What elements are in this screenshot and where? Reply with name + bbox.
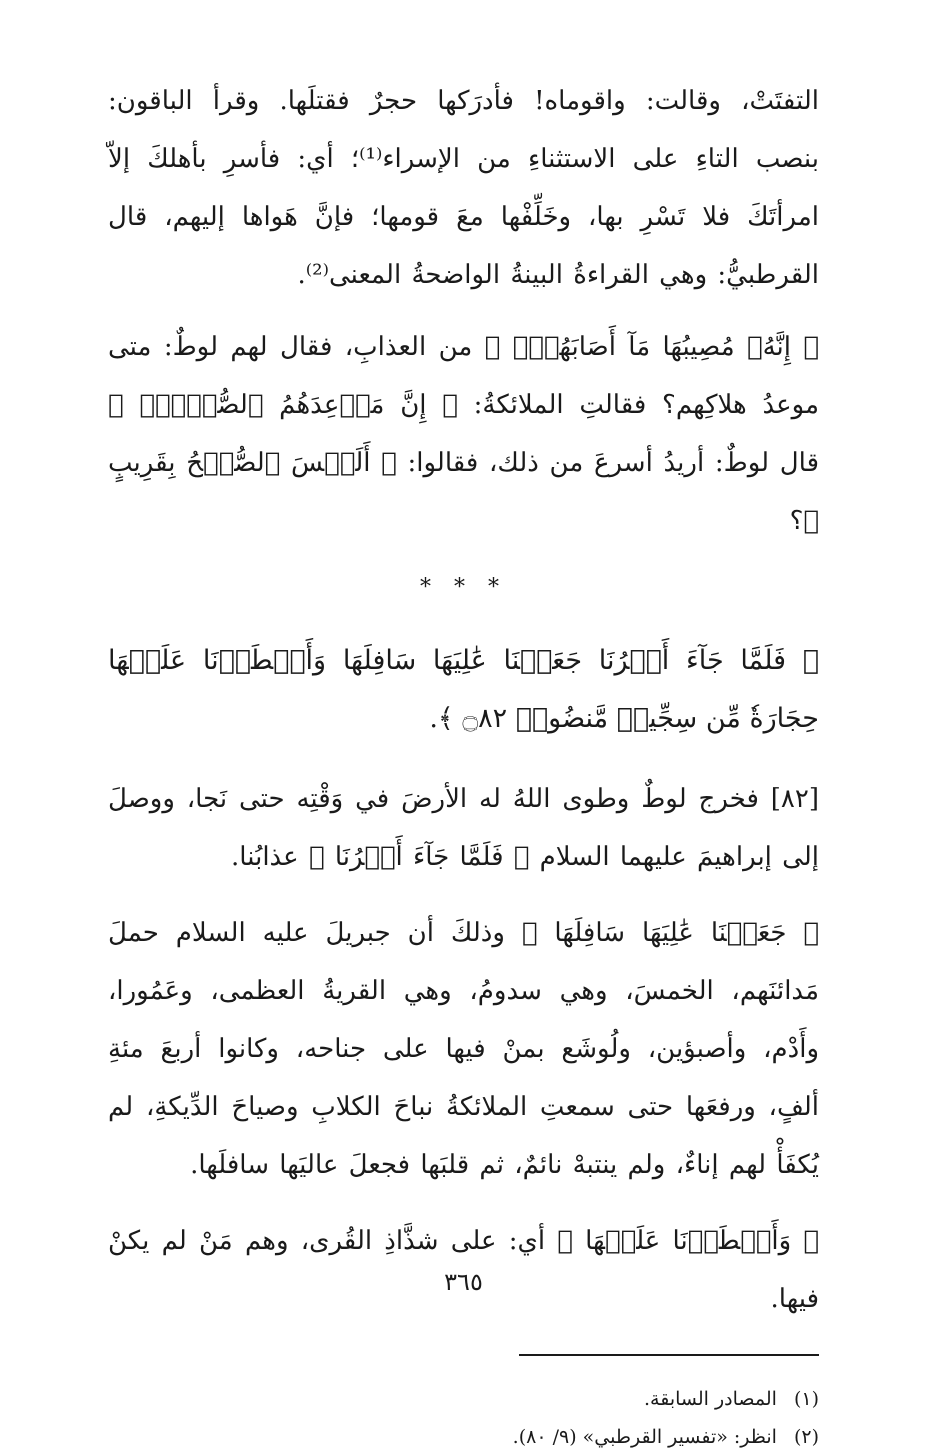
commentary-82: [٨٢] فخرج لوطٌ وطوى اللهُ له الأرضَ في وَقْتِه حتى نَجا، ووصلَ إلى إبراهيمَ عليهما السلام ﴿ فَلَمَّا جَآءَ أَمۡرُنَا ﴾ عذابُنا. bbox=[108, 784, 819, 872]
paragraph-angels-dialogue: ﴿ إِنَّهُۥ مُصِيبُهَا مَآ أَصَابَهُمۡۚ ﴾ من العذابِ، فقال لهم لوطٌ: متى موعدُ هلاكِهم؟ فقالتِ الملائكةُ: ﴿ إِنَّ مَوۡعِدَهُمُ ٱلصُّبۡحُۚ ﴾ قال لوطٌ: أريدُ أسرعَ من ذلك، فقالوا: ﴿ أَلَيۡسَ ٱلصُّبۡحُ بِقَرِيبٍ ﴾؟ bbox=[108, 332, 819, 536]
commentary-cities: ﴿ جَعَلۡنَا عَٰلِيَهَا سَافِلَهَا ﴾ وذلكَ أن جبريلَ عليه السلام حملَ مَدائنَهم، الخمسَ، وهي سدومُ، وهي القريةُ العظمى، وعَمُورا، وأَدْم، وأصبؤين، ولُوشَع بمنْ فيها على جناحه، وكانوا أربعَ مئةِ ألفٍ، ورفعَها حتى سمعتِ الملائكةُ نباحَ الكلابِ وصياحَ الدِّيكةِ، لم يُكفَأْ لهم إناءٌ، ولم ينتبهْ نائمٌ، ثم قلبَها فجعلَ عاليَها سافلَها. bbox=[108, 918, 819, 1180]
paragraph-intro: التفتَتْ، وقالت: واقوماه! فأدرَكها حجرٌ فقتلَها. وقرأ الباقون: بنصب التاءِ على الاستثناءِ من الإسراء⁽¹⁾؛ أي: فأسرِ بأهلكَ إلاّ امرأتَكَ فلا تَسْرِ بها، وخَلِّفْها معَ قومها؛ فإنَّ هَواها إليهم، قال القرطبيُّ: وهي القراءةُ البينةُ الواضحةُ المعنى⁽²⁾. bbox=[108, 86, 820, 290]
footnote-text: المصادر السابقة. bbox=[644, 1388, 777, 1410]
footnote-text: انظر: «تفسير القرطبي» (٩/ ٨٠). bbox=[512, 1426, 777, 1448]
commentary-stones: ﴿ وَأَمۡطَرۡنَا عَلَيۡهَا ﴾ أي: على شذَّاذِ القُرى، وهم مَنْ لم يكنْ فيها. bbox=[108, 1226, 819, 1314]
footnotes bbox=[108, 1380, 819, 1456]
footnote-number: (٢) bbox=[793, 1426, 819, 1448]
footnote-2 bbox=[108, 1418, 819, 1456]
footnote-divider bbox=[519, 1354, 819, 1356]
footnote-1 bbox=[108, 1380, 819, 1418]
quran-verse: ﴿ فَلَمَّا جَآءَ أَمۡرُنَا جَعَلۡنَا عَٰلِيَهَا سَافِلَهَا وَأَمۡطَرۡنَا عَلَيۡهَا حِجَارَةٗ مِّن سِجِّيلٖ مَّنضُودٖ ۝٨٢ ﴾. bbox=[108, 645, 819, 734]
page-number: ٣٦٥ bbox=[444, 1268, 483, 1296]
section-separator: * * * bbox=[420, 575, 507, 600]
footnote-number: (١) bbox=[793, 1388, 819, 1410]
